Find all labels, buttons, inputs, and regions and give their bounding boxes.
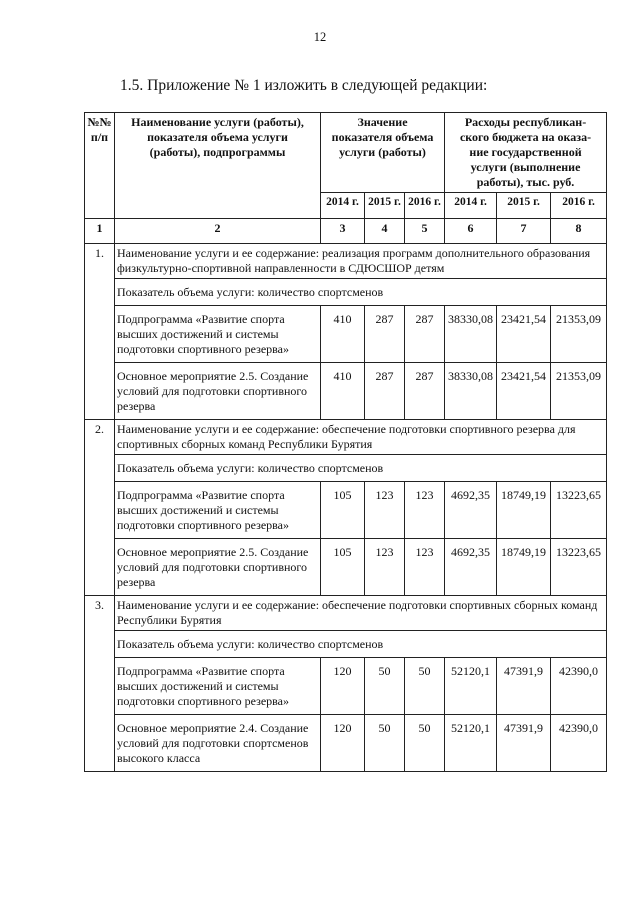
column-number: 7 [497,219,551,244]
value-2015: 123 [365,539,405,596]
value-2016: 123 [405,482,445,539]
cost-2016: 21353,09 [551,306,607,363]
table-row [85,658,607,715]
section-service-row [85,244,607,279]
section-heading: 1.5. Приложение № 1 изложить в следующей редакции: [120,77,488,94]
cost-2014: 38330,08 [445,363,497,420]
service-description: Наименование услуги и ее содержание: реализация программ дополнительного образования физкультурно-спортивной направленности в СДЮСШОР детям [115,244,607,279]
cost-2014: 52120,1 [445,658,497,715]
cost-2016: 42390,0 [551,715,607,772]
column-number: 3 [321,219,365,244]
service-description: Наименование услуги и ее содержание: обеспечение подготовки спортивных сборных команд Республики Бурятия [115,596,607,631]
section-number: 2. [85,420,115,596]
cost-2015: 23421,54 [497,363,551,420]
table-row [85,715,607,772]
column-number: 5 [405,219,445,244]
value-2014: 120 [321,715,365,772]
table-row [85,363,607,420]
table-row [85,306,607,363]
cost-2016: 42390,0 [551,658,607,715]
services-table [84,112,607,772]
column-number: 4 [365,219,405,244]
section-indicator-row [85,279,607,306]
value-2016: 50 [405,658,445,715]
cost-2015: 47391,9 [497,658,551,715]
year-cell: 2016 г. [405,193,445,219]
cost-2016: 13223,65 [551,539,607,596]
column-number: 6 [445,219,497,244]
indicator-description: Показатель объема услуги: количество спортсменов [115,631,607,658]
value-2015: 287 [365,363,405,420]
value-2016: 287 [405,363,445,420]
section-service-row [85,596,607,631]
year-cell: 2015 г. [497,193,551,219]
program-name: Подпрограмма «Развитие спорта высших достижений и системы подготовки спортивного резерва» [115,306,321,363]
header-row [85,113,607,193]
value-2016: 50 [405,715,445,772]
column-number: 1 [85,219,115,244]
column-number: 8 [551,219,607,244]
value-2016: 123 [405,539,445,596]
table-row [85,539,607,596]
cost-2016: 21353,09 [551,363,607,420]
header-indicator-value: Значение показателя объема услуги (работы) [321,113,445,193]
cost-2015: 18749,19 [497,482,551,539]
indicator-description: Показатель объема услуги: количество спортсменов [115,279,607,306]
indicator-description: Показатель объема услуги: количество спортсменов [115,455,607,482]
cost-2014: 4692,35 [445,539,497,596]
program-name: Основное мероприятие 2.4. Создание условий для подготовки спортсменов высокого класса [115,715,321,772]
cost-2014: 4692,35 [445,482,497,539]
cost-2016: 13223,65 [551,482,607,539]
value-2015: 50 [365,658,405,715]
table-row [85,482,607,539]
year-cell: 2014 г. [445,193,497,219]
value-2015: 287 [365,306,405,363]
value-2014: 410 [321,306,365,363]
section-service-row [85,420,607,455]
program-name: Подпрограмма «Развитие спорта высших достижений и системы подготовки спортивного резерва» [115,658,321,715]
cost-2015: 47391,9 [497,715,551,772]
section-indicator-row [85,455,607,482]
header-service-name: Наименование услуги (работы), показателя объема услуги (работы), подпрограммы [115,113,321,219]
header-budget-costs: Расходы республикан- ского бюджета на оказа- ние государственной услуги (выполнение работы), тыс. руб. [445,113,607,193]
value-2014: 105 [321,539,365,596]
value-2016: 287 [405,306,445,363]
page-number: 12 [313,30,327,44]
value-2015: 50 [365,715,405,772]
section-number: 1. [85,244,115,420]
program-name: Основное мероприятие 2.5. Создание условий для подготовки спортивного резерва [115,539,321,596]
column-number-row [85,219,607,244]
cost-2014: 52120,1 [445,715,497,772]
section-indicator-row [85,631,607,658]
year-cell: 2016 г. [551,193,607,219]
value-2014: 120 [321,658,365,715]
service-description: Наименование услуги и ее содержание: обеспечение подготовки спортивного резерва для спортивных сборных команд Республики Бурятия [115,420,607,455]
cost-2015: 23421,54 [497,306,551,363]
value-2014: 105 [321,482,365,539]
program-name: Основное мероприятие 2.5. Создание условий для подготовки спортивного резерва [115,363,321,420]
year-cell: 2014 г. [321,193,365,219]
program-name: Подпрограмма «Развитие спорта высших достижений и системы подготовки спортивного резерва» [115,482,321,539]
header-number: №№ п/п [85,113,115,219]
cost-2015: 18749,19 [497,539,551,596]
year-cell: 2015 г. [365,193,405,219]
value-2015: 123 [365,482,405,539]
cost-2014: 38330,08 [445,306,497,363]
section-number: 3. [85,596,115,772]
value-2014: 410 [321,363,365,420]
column-number: 2 [115,219,321,244]
